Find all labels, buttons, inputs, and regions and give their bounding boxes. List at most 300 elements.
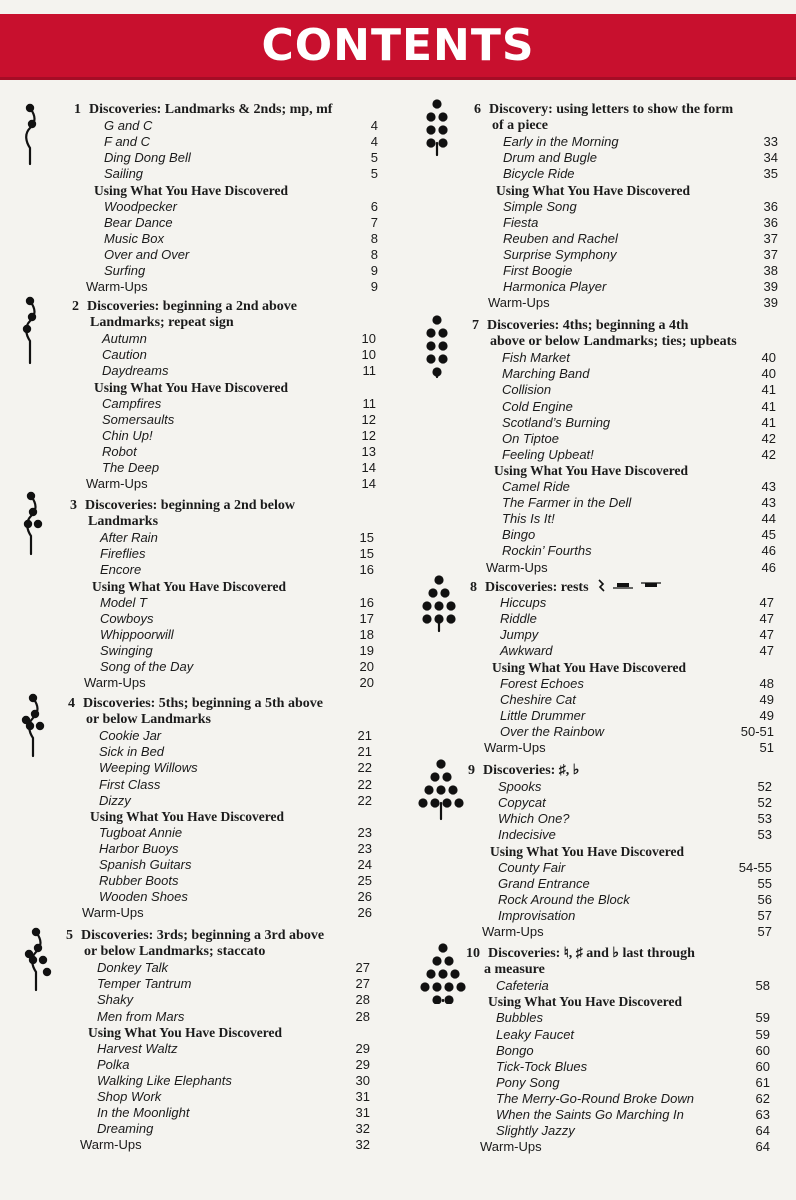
piece-title: Robot — [102, 443, 137, 459]
unit-heading-text: Discoveries: ♯, ♭ — [483, 763, 580, 778]
unit-heading — [72, 299, 297, 315]
discovered-entry[interactable] — [100, 594, 374, 611]
warmups-label: Warm-Ups — [86, 279, 148, 295]
page-number: 21 — [357, 744, 372, 760]
subheading: Using What You Have Discovered — [496, 182, 691, 198]
page-number: 47 — [759, 627, 774, 643]
piece-title: Donkey Talk — [97, 960, 169, 976]
warmups-entry[interactable] — [488, 295, 778, 311]
page-number: 23 — [357, 840, 372, 856]
page-number: 61 — [755, 1074, 770, 1090]
piece-title: Fireflies — [100, 546, 146, 562]
subheading: Using What You Have Discovered — [92, 578, 287, 594]
piece-title: Harbor Buoys — [99, 840, 179, 856]
discovered-entry[interactable] — [97, 1040, 370, 1057]
piece-title: On Tiptoe — [502, 430, 559, 446]
unit-heading-text: Discoveries: rests — [485, 580, 589, 595]
unit-heading — [472, 318, 688, 334]
piece-entry[interactable] — [104, 134, 378, 150]
piece-title: Fish Market — [502, 350, 570, 366]
piece-title: Bear Dance — [104, 214, 173, 230]
piece-title: Fiesta — [503, 214, 539, 230]
unit-heading-text: Discoveries: 3rds; beginning a 3rd above — [81, 928, 325, 943]
page-number: 50-51 — [740, 723, 774, 739]
warmups-label: Warm-Ups — [488, 295, 550, 311]
discovered-entry[interactable] — [498, 891, 772, 908]
note-stem-2-icon — [16, 100, 44, 170]
piece-entry[interactable] — [500, 611, 774, 627]
piece-title: Campfires — [102, 395, 162, 411]
page-number: 53 — [757, 827, 772, 843]
piece-title: Bongo — [496, 1042, 534, 1058]
piece-title: The Deep — [102, 460, 160, 475]
piece-title: Dreaming — [97, 1121, 154, 1137]
page-number: 49 — [759, 707, 774, 723]
subheading: Using What You Have Discovered — [492, 659, 687, 675]
note-tree-12-icon — [414, 940, 472, 1004]
discovered-entry[interactable] — [102, 460, 376, 476]
page-number: 4 — [370, 118, 378, 134]
warmups-entry[interactable] — [86, 279, 378, 295]
piece-title: Weeping Willows — [99, 760, 198, 776]
piece-title: Ding Dong Bell — [104, 150, 191, 166]
piece-entry[interactable] — [502, 366, 776, 382]
page-number: 28 — [355, 992, 370, 1008]
discovered-entry[interactable] — [104, 263, 378, 279]
discovered-entry[interactable] — [502, 479, 776, 495]
piece-title: In the Moonlight — [97, 1105, 190, 1121]
piece-title: Bingo — [502, 527, 536, 543]
piece-entry[interactable] — [99, 792, 372, 809]
discovered-entry[interactable] — [503, 263, 778, 279]
discovered-entry[interactable] — [503, 279, 778, 295]
piece-title: Shop Work — [97, 1089, 162, 1104]
page-number: 18 — [359, 626, 374, 642]
piece-title: Surprise Symphony — [503, 246, 617, 262]
piece-entry[interactable] — [97, 1008, 370, 1025]
warmups-label: Warm-Ups — [80, 1137, 142, 1153]
warmups-entry[interactable] — [484, 740, 774, 756]
discovered-entry[interactable] — [503, 198, 778, 215]
page-number: 17 — [359, 610, 374, 626]
piece-title: Song of the Day — [100, 659, 194, 674]
page-number: 31 — [355, 1089, 370, 1104]
warmups-entry[interactable] — [82, 905, 372, 921]
discovered-entry[interactable] — [97, 1105, 370, 1121]
page-number: 52 — [757, 795, 772, 811]
unit-heading-cont — [84, 944, 265, 960]
page-number: 22 — [357, 792, 372, 808]
piece-title: Feeling Upbeat! — [502, 446, 594, 462]
piece-title: Which One? — [498, 811, 570, 827]
piece-entry[interactable] — [104, 150, 378, 166]
piece-entry[interactable] — [498, 811, 772, 827]
piece-title: Somersaults — [102, 411, 175, 427]
discovered-entry[interactable] — [496, 1026, 770, 1043]
discovered-entry[interactable] — [99, 857, 372, 873]
piece-title: Model T — [100, 594, 147, 610]
unit-heading-cont — [492, 118, 548, 134]
discovered-entry[interactable] — [100, 659, 374, 675]
piece-title: F and C — [104, 134, 151, 150]
page-number: 47 — [759, 643, 774, 659]
page-number: 10 — [361, 347, 376, 363]
page-number: 27 — [355, 976, 370, 992]
page-number: 24 — [357, 857, 372, 872]
page-title: CONTENTS — [261, 20, 535, 71]
piece-title: Cheshire Cat — [500, 691, 576, 707]
page-number: 14 — [361, 476, 376, 492]
piece-entry[interactable] — [97, 976, 370, 992]
subheading: Using What You Have Discovered — [90, 808, 285, 824]
piece-entry[interactable] — [100, 546, 374, 562]
page-number: 36 — [763, 214, 778, 230]
piece-title: Woodpecker — [104, 198, 177, 214]
page-number: 9 — [370, 263, 378, 278]
discovered-entry[interactable] — [498, 907, 772, 924]
discovered-entry[interactable] — [100, 626, 374, 643]
piece-title: Temper Tantrum — [97, 976, 192, 992]
piece-title: Surfing — [104, 263, 146, 278]
piece-entry[interactable] — [99, 760, 372, 776]
unit-heading-text: a measure — [484, 962, 545, 978]
page-number: 56 — [757, 891, 772, 907]
piece-entry[interactable] — [100, 562, 374, 578]
piece-entry[interactable] — [502, 350, 776, 366]
piece-title: Pony Song — [496, 1074, 560, 1090]
piece-title: Chin Up! — [102, 427, 153, 443]
page-number: 14 — [361, 460, 376, 475]
page-number: 13 — [361, 443, 376, 459]
subheading: Using What You Have Discovered — [490, 843, 685, 859]
piece-title: Over and Over — [104, 246, 190, 262]
page-number: 11 — [362, 363, 376, 379]
warmups-entry[interactable] — [80, 1137, 370, 1153]
page-number: 48 — [759, 675, 774, 691]
piece-entry[interactable] — [502, 446, 776, 463]
unit-heading-text: or below Landmarks — [86, 712, 211, 728]
page-number: 49 — [759, 691, 774, 707]
unit-number: 10 — [466, 946, 480, 961]
piece-entry[interactable] — [503, 150, 778, 166]
discovered-entry[interactable] — [496, 1058, 770, 1075]
piece-entry[interactable] — [102, 331, 376, 347]
discovered-entry[interactable] — [503, 214, 778, 231]
unit-heading-text: Discovery: using letters to show the form — [489, 102, 734, 117]
piece-title: Awkward — [500, 643, 553, 659]
page-number: 26 — [357, 889, 372, 905]
discovered-entry[interactable] — [97, 1121, 370, 1137]
rest-symbols-icon — [595, 579, 665, 593]
discovered-entry[interactable] — [498, 875, 772, 892]
piece-entry[interactable] — [99, 744, 372, 760]
piece-entry[interactable] — [502, 414, 776, 431]
unit-number: 2 — [72, 299, 79, 314]
piece-title: County Fair — [498, 859, 566, 875]
page-number: 41 — [761, 398, 776, 414]
warmups-entry[interactable] — [84, 675, 374, 691]
discovered-entry[interactable] — [99, 824, 372, 841]
piece-title: Encore — [100, 562, 142, 578]
piece-title: Dizzy — [99, 792, 131, 808]
piece-title: Bubbles — [496, 1010, 543, 1026]
discovered-entry[interactable] — [500, 691, 774, 708]
discovered-entry[interactable] — [99, 889, 372, 905]
piece-entry[interactable] — [496, 978, 770, 994]
unit-number: 7 — [472, 318, 479, 333]
warmups-entry[interactable] — [480, 1139, 770, 1155]
discovered-entry[interactable] — [496, 1074, 770, 1091]
note-stem-4-icon — [16, 488, 46, 560]
page-number: 62 — [755, 1090, 770, 1106]
piece-title: G and C — [104, 118, 153, 134]
unit-heading-text: of a piece — [492, 118, 548, 134]
discovered-entry[interactable] — [502, 495, 776, 511]
warmups-label: Warm-Ups — [480, 1139, 542, 1155]
subheading: Using What You Have Discovered — [94, 379, 289, 395]
unit-heading — [66, 928, 324, 944]
piece-title: Indecisive — [498, 827, 556, 843]
discovered-entry[interactable] — [97, 1072, 370, 1089]
page-number: 12 — [361, 411, 376, 427]
discovered-entry[interactable] — [500, 723, 774, 740]
note-tree-8-icon — [414, 312, 460, 380]
unit-number: 5 — [66, 928, 73, 943]
discovered-entry[interactable] — [100, 610, 374, 627]
unit-heading-cont — [88, 514, 158, 530]
piece-title: Reuben and Rachel — [503, 230, 618, 246]
piece-entry[interactable] — [99, 776, 372, 793]
piece-title: Copycat — [498, 795, 546, 811]
note-tree-7-icon — [414, 96, 460, 158]
discovered-entry[interactable] — [102, 395, 376, 412]
page-number: 51 — [759, 740, 774, 755]
piece-title: Slightly Jazzy — [496, 1123, 575, 1139]
discovered-entry[interactable] — [500, 675, 774, 692]
page-number: 7 — [370, 214, 378, 230]
discovered-entry[interactable] — [496, 1010, 770, 1026]
piece-title: Scotland’s Burning — [502, 414, 611, 430]
piece-entry[interactable] — [97, 992, 370, 1008]
piece-title: Men from Mars — [97, 1008, 185, 1024]
piece-title: Cowboys — [100, 610, 154, 626]
piece-title: Camel Ride — [502, 479, 570, 494]
piece-title: Drum and Bugle — [503, 150, 597, 166]
page-number: 26 — [357, 905, 372, 921]
unit-heading-text: or below Landmarks; staccato — [84, 944, 266, 960]
subheading: Using What You Have Discovered — [88, 1024, 283, 1040]
subheading: Using What You Have Discovered — [94, 182, 289, 198]
piece-entry[interactable] — [503, 134, 778, 150]
piece-title: The Farmer in the Dell — [502, 495, 632, 511]
piece-title: Early in the Morning — [503, 134, 619, 150]
piece-title: Leaky Faucet — [496, 1026, 575, 1042]
page-number: 46 — [761, 543, 776, 559]
discovered-entry[interactable] — [104, 230, 378, 247]
piece-title: After Rain — [100, 530, 158, 546]
note-tree-10-icon — [414, 756, 468, 822]
page-number: 6 — [370, 198, 378, 214]
discovered-entry[interactable] — [496, 1090, 770, 1107]
unit-heading-cont — [90, 315, 234, 331]
page-number: 40 — [761, 366, 776, 382]
piece-title: Polka — [97, 1056, 130, 1072]
page-number: 47 — [759, 595, 774, 611]
page-number: 59 — [755, 1010, 770, 1026]
page-number: 22 — [357, 760, 372, 776]
page-number: 64 — [755, 1139, 770, 1155]
piece-title: Cold Engine — [502, 398, 573, 414]
unit-heading-text: Discoveries: 5ths; beginning a 5th above — [83, 696, 323, 711]
discovered-entry[interactable] — [102, 443, 376, 460]
page-number: 31 — [355, 1105, 370, 1121]
contents-banner — [0, 14, 796, 80]
discovered-entry[interactable] — [102, 411, 376, 428]
piece-entry[interactable] — [500, 595, 774, 611]
discovered-entry[interactable] — [496, 1107, 770, 1123]
note-stem-3-icon — [16, 293, 44, 369]
warmups-entry[interactable] — [86, 476, 376, 492]
discovered-entry[interactable] — [102, 427, 376, 444]
piece-title: Spooks — [498, 779, 542, 795]
unit-heading-text: Discoveries: beginning a 2nd above — [87, 299, 298, 314]
piece-entry[interactable] — [498, 827, 772, 843]
page-number: 32 — [355, 1137, 370, 1153]
discovered-entry[interactable] — [502, 527, 776, 543]
warmups-label: Warm-Ups — [482, 924, 544, 939]
unit-heading — [474, 102, 733, 118]
page-number: 47 — [759, 611, 774, 627]
piece-entry[interactable] — [502, 430, 776, 447]
piece-title: This Is It! — [502, 511, 555, 527]
page-number: 37 — [763, 230, 778, 246]
discovered-entry[interactable] — [99, 873, 372, 889]
discovered-entry[interactable] — [97, 1089, 370, 1105]
piece-title: Whippoorwill — [100, 626, 174, 642]
page-number: 38 — [763, 263, 778, 278]
unit-heading-text: Landmarks; repeat sign — [90, 315, 234, 331]
discovered-entry[interactable] — [502, 511, 776, 527]
note-stem-5-icon — [16, 690, 50, 762]
discovered-entry[interactable] — [99, 840, 372, 857]
discovered-entry[interactable] — [104, 198, 378, 215]
page-number: 12 — [361, 427, 376, 443]
page-number: 30 — [355, 1072, 370, 1088]
unit-number: 3 — [70, 498, 77, 513]
piece-title: Simple Song — [503, 198, 577, 214]
warmups-entry[interactable] — [486, 559, 776, 576]
piece-entry[interactable] — [104, 166, 378, 182]
piece-title: Spanish Guitars — [99, 857, 192, 872]
piece-title: Sick in Bed — [99, 744, 165, 760]
page-number: 29 — [355, 1040, 370, 1056]
note-stem-6-icon — [16, 924, 56, 996]
piece-entry[interactable] — [503, 166, 778, 182]
discovered-entry[interactable] — [503, 246, 778, 263]
piece-entry[interactable] — [500, 643, 774, 659]
page-number: 28 — [355, 1008, 370, 1024]
piece-title: Autumn — [102, 331, 147, 347]
unit-heading-cont — [484, 962, 545, 978]
unit-heading-cont — [86, 712, 211, 728]
piece-entry[interactable] — [502, 398, 776, 415]
piece-entry[interactable] — [99, 728, 372, 744]
warmups-label: Warm-Ups — [84, 675, 146, 691]
piece-entry[interactable] — [102, 347, 376, 363]
piece-title: Over the Rainbow — [500, 723, 605, 739]
unit-heading — [70, 498, 295, 514]
piece-title: Hiccups — [500, 595, 547, 611]
piece-entry[interactable] — [502, 382, 776, 398]
piece-title: Collision — [502, 382, 552, 398]
piece-entry[interactable] — [500, 627, 774, 643]
page-number: 9 — [370, 279, 378, 295]
discovered-entry[interactable] — [496, 1123, 770, 1139]
page-number: 32 — [355, 1121, 370, 1137]
piece-title: Daydreams — [102, 363, 169, 379]
piece-entry[interactable] — [97, 960, 370, 976]
discovered-entry[interactable] — [104, 246, 378, 263]
page-number: 5 — [370, 150, 378, 166]
discovered-entry[interactable] — [502, 543, 776, 559]
note-tree-9-icon — [414, 572, 464, 634]
piece-entry[interactable] — [104, 118, 378, 134]
piece-title: Sailing — [104, 166, 144, 182]
piece-title: Marching Band — [502, 366, 590, 382]
discovered-entry[interactable] — [503, 230, 778, 247]
discovered-entry[interactable] — [97, 1056, 370, 1073]
piece-entry[interactable] — [498, 779, 772, 795]
unit-heading-text: Landmarks — [88, 514, 159, 530]
piece-title: Wooden Shoes — [99, 889, 188, 905]
page-number: 39 — [763, 279, 778, 295]
piece-title: Harmonica Player — [503, 279, 607, 295]
piece-title: Caution — [102, 347, 147, 363]
piece-title: Harvest Waltz — [97, 1040, 178, 1056]
piece-entry[interactable] — [102, 363, 376, 379]
page-number: 20 — [359, 659, 374, 674]
discovered-entry[interactable] — [104, 214, 378, 231]
unit-heading — [466, 946, 695, 962]
page-number: 10 — [361, 331, 376, 347]
piece-title: Rock Around the Block — [498, 891, 630, 907]
discovered-entry[interactable] — [496, 1042, 770, 1059]
piece-title: When the Saints Go Marching In — [496, 1107, 684, 1122]
page-number: 43 — [761, 495, 776, 511]
discovered-entry[interactable] — [498, 859, 772, 876]
piece-entry[interactable] — [498, 795, 772, 811]
page-number: 25 — [357, 873, 372, 889]
page-number: 63 — [755, 1107, 770, 1122]
piece-title: Riddle — [500, 611, 537, 627]
page-number: 16 — [359, 562, 374, 578]
page-number: 64 — [755, 1123, 770, 1139]
discovered-entry[interactable] — [500, 707, 774, 724]
unit-heading-text: Discoveries: ♮, ♯ and ♭ last through — [488, 946, 695, 961]
piece-entry[interactable] — [100, 530, 374, 546]
unit-number: 6 — [474, 102, 481, 117]
piece-title: Little Drummer — [500, 707, 586, 723]
page-number: 19 — [359, 642, 374, 658]
page-number: 36 — [763, 198, 778, 214]
unit-heading — [68, 696, 323, 712]
piece-title: First Boogie — [503, 263, 573, 278]
piece-title: Rubber Boots — [99, 873, 179, 889]
warmups-entry[interactable] — [482, 924, 772, 940]
discovered-entry[interactable] — [100, 642, 374, 659]
page-number: 41 — [761, 414, 776, 430]
subheading: Using What You Have Discovered — [488, 994, 683, 1010]
